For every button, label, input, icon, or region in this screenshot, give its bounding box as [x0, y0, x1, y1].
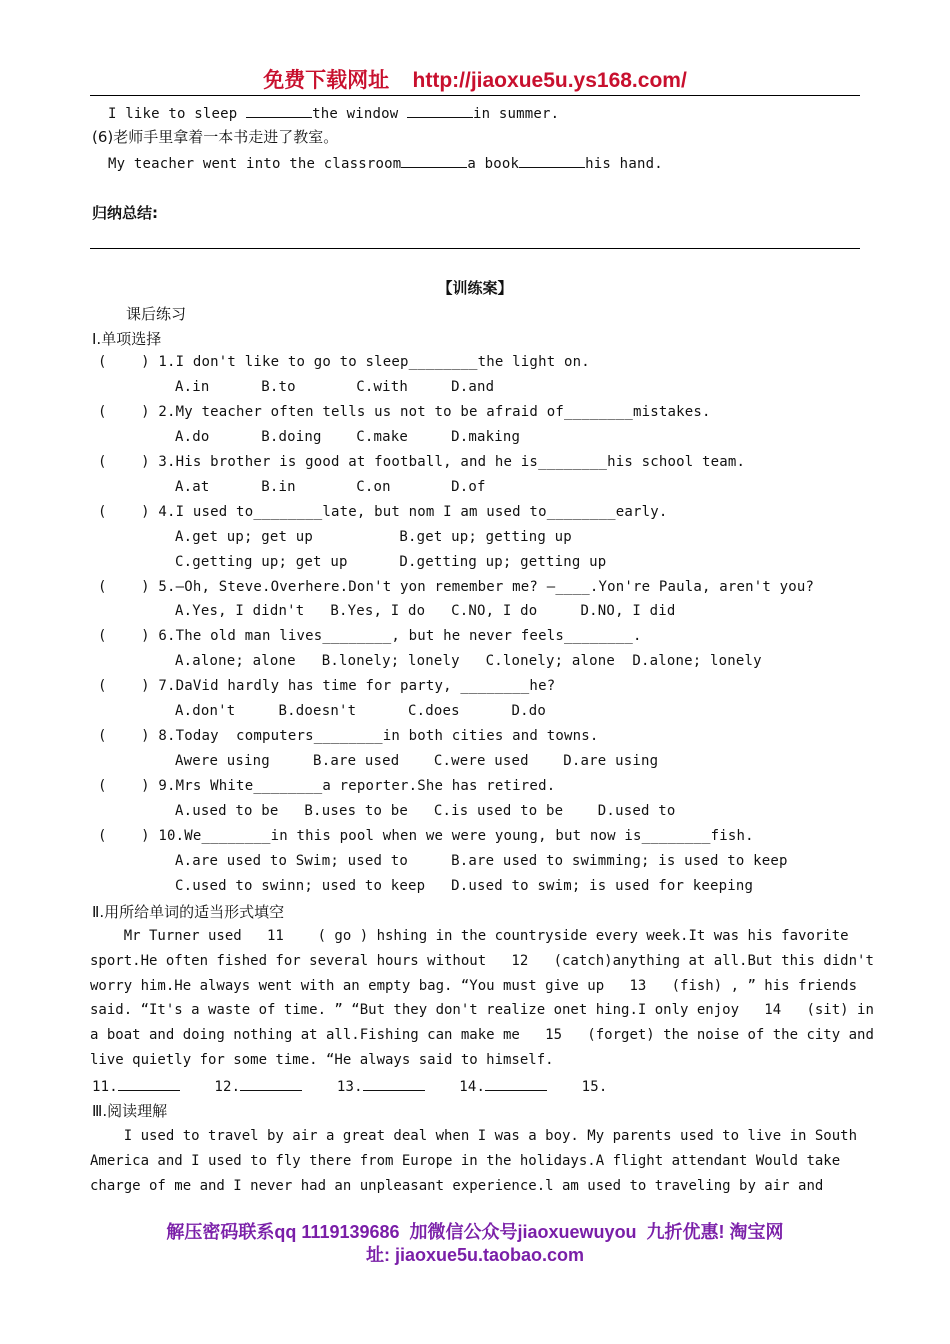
cloze-passage [90, 924, 874, 1073]
text-segment: I like to sleep [108, 106, 247, 122]
answer-blank [485, 1076, 547, 1091]
answer-row [92, 1076, 608, 1095]
question-8: ( ) 8.Today computers________in both cities and towns. [98, 728, 599, 744]
question-7: ( ) 7.DaVid hardly has time for party, ________he? [98, 678, 556, 694]
question-10: ( ) 10.We________in this pool when we were young, but now is________fish. [98, 828, 754, 844]
question-2-options: A.do B.doing C.make D.making [175, 429, 521, 445]
question-9: ( ) 9.Mrs White________a reporter.She has retired. [98, 778, 556, 794]
question-1-options: A.in B.to C.with D.and [175, 379, 495, 395]
footer-line-2: 址: jiaoxue5u.taobao.com [365, 1245, 585, 1265]
text-segment: in summer. [472, 106, 560, 122]
question-8-options: Awere using B.are used C.were used D.are using [175, 753, 659, 769]
question-10-options-a: A.are used to Swim; used to B.are used to swimming; is used to keep [175, 853, 788, 869]
training-subtitle: 课后练习 [126, 305, 187, 323]
question-9-options: A.used to be B.uses to be C.is used to be D.used to [175, 803, 676, 819]
question-6: ( ) 6.The old man lives________, but he never feels________. [98, 628, 642, 644]
question-10-options-b: C.used to swinn; used to keep D.used to swim; is used for keeping [175, 878, 754, 894]
question-4-options-b: C.getting up; get up D.getting up; getting up [175, 554, 607, 570]
answer-blank [118, 1076, 180, 1091]
blank [246, 103, 312, 118]
summary-label: 归纳总结: [92, 204, 158, 222]
exercise-line-2 [108, 153, 663, 172]
exercise-line-1 [108, 103, 559, 122]
question-6-options: A.alone; alone B.lonely; lonely C.lonely; alone D.alone; lonely [175, 653, 762, 669]
text-segment: the window [312, 106, 407, 122]
answer-label: 13. [336, 1079, 363, 1095]
reading-passage [90, 1124, 860, 1198]
question-2: ( ) 2.My teacher often tells us not to be afraid of________mistakes. [98, 404, 711, 420]
summary-rule [90, 248, 860, 249]
section-3-heading: Ⅲ.阅读理解 [92, 1102, 168, 1120]
question-7-options: A.don't B.doesn't C.does D.do [175, 703, 547, 719]
answer-label: 12. [214, 1079, 241, 1095]
footer-line-1: 解压密码联系qq 1119139686 加微信公众号jiaoxuewuyou 九折优惠! 淘宝网 [166, 1222, 784, 1242]
blank [401, 153, 467, 168]
answer-label: 11. [92, 1079, 118, 1095]
reading-line: I used to travel by air a great deal when I was a boy. My parents used to live in South [90, 1128, 858, 1144]
cloze-line: sport.He often fished for several hours without 12 (catch)anything at all.But this didn't [90, 952, 874, 969]
question-5-options: A.Yes, I didn't B.Yes, I do C.NO, I do D.NO, I did [175, 603, 676, 619]
training-title: 【训练案】 [437, 279, 513, 297]
question-6-chinese: (6)老师手里拿着一本书走进了教室。 [92, 128, 339, 146]
cloze-line: live quietly for some time. “He always said to himself. [90, 1051, 554, 1068]
page-header [0, 64, 950, 94]
cloze-line: Mr Turner used 11 ( go ) hshing in the countryside every week.It was his favorite [90, 928, 849, 944]
answer-blank [363, 1076, 425, 1091]
question-4: ( ) 4.I used to________late, but nom I am used to________early. [98, 504, 668, 520]
blank [519, 153, 585, 168]
cloze-line: said. “It's a waste of time. ” “But they don't realize onet hing.I only enjoy 14 (sit) in [90, 1002, 874, 1019]
reading-line: America and I used to fly there from Europe in the holidays.A flight attendant Would take [90, 1152, 841, 1169]
question-4-options-a: A.get up; get up B.get up; getting up [175, 529, 572, 545]
text-segment: a book [467, 156, 520, 172]
answer-blank [240, 1076, 302, 1091]
question-3: ( ) 3.His brother is good at football, and he is________his school team. [98, 454, 746, 470]
question-3-options: A.at B.in C.on D.of [175, 479, 486, 495]
reading-line: charge of me and I never had an unpleasant experience.l am used to traveling by air and [90, 1177, 824, 1194]
cloze-line: worry him.He always went with an empty bag. “You must give up 13 (fish) , ” his friends [90, 977, 858, 994]
blank [407, 103, 473, 118]
header-url[interactable]: http://jiaoxue5u.ys168.com/ [412, 69, 687, 92]
header-site-label: 免费下载网址 [263, 69, 390, 92]
question-5: ( ) 5.—Oh, Steve.Overhere.Don't yon remember me? —____.Yon're Paula, aren't you? [98, 579, 815, 595]
header-rule [90, 95, 860, 96]
section-1-heading: Ⅰ.单项选择 [92, 330, 162, 348]
answer-label: 15. [581, 1079, 608, 1095]
question-1: ( ) 1.I don't like to go to sleep________the light on. [98, 354, 590, 370]
cloze-line: a boat and doing nothing at all.Fishing can make me 15 (forget) the noise of the city and [90, 1027, 874, 1044]
text-segment: his hand. [585, 156, 663, 172]
answer-label: 14. [459, 1079, 486, 1095]
section-2-heading: Ⅱ.用所给单词的适当形式填空 [92, 903, 285, 921]
text-segment: My teacher went into the classroom [108, 156, 402, 172]
